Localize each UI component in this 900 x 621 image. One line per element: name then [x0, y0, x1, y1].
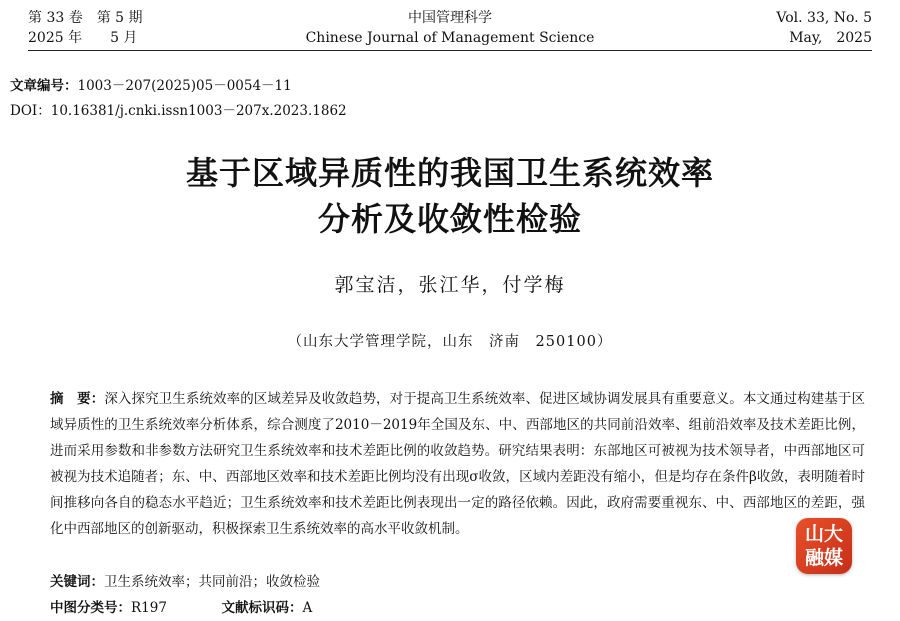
- paper-title-line2: 分析及收敛性检验: [317, 200, 582, 238]
- abstract-label: 摘 要：: [50, 391, 105, 407]
- affiliation: （山东大学管理学院，山东 济南 250100）: [287, 334, 613, 350]
- article-number-label: 文章编号：: [10, 78, 78, 94]
- abstract: [50, 386, 865, 542]
- shandong-media-logo-icon: 山大 融媒: [796, 518, 852, 574]
- paper-title-line1: 基于区域异质性的我国卫生系统效率: [185, 154, 714, 192]
- article-number: [10, 74, 292, 94]
- classification: [50, 596, 312, 616]
- authors: 郭宝洁，张江华，付学梅: [334, 274, 566, 296]
- doc-code-label: 文献标识码：: [221, 600, 303, 616]
- volume-issue-cn: 第 33 卷 第 5 期: [28, 10, 143, 26]
- date-cn: 2025 年 5 月: [28, 30, 138, 46]
- volume-issue-en: Vol. 33, No. 5: [776, 10, 872, 26]
- doi: [10, 99, 347, 119]
- clc-value: R197: [131, 600, 167, 616]
- doc-code-value: A: [302, 600, 313, 616]
- keywords-label: 关键词：: [50, 574, 104, 590]
- article-number-value: 1003－207(2025)05－0054－11: [77, 78, 292, 94]
- keywords-text: 卫生系统效率；共同前沿；收敛检验: [104, 574, 320, 590]
- journal-name: [28, 8, 872, 48]
- volume-issue-en-block: [776, 8, 872, 48]
- journal-name-cn: 中国管理科学: [408, 10, 492, 26]
- doi-value: 10.16381/j.cnki.issn1003－207x.2023.1862: [50, 103, 347, 119]
- doi-label: DOI：: [10, 103, 51, 119]
- journal-header: [28, 8, 872, 50]
- abstract-text: 深入探究卫生系统效率的区域差异及收敛趋势，对于提高卫生系统效率、促进区域协调发展具有重要意义。本文通过构建基于区域异质性的卫生系统效率分析体系，综合测度了2010－2019年全国及东、中、西部地区的共同前沿效率、组前沿效率及技术差距比例，进而采用参数和非参数方法研究卫生系统效率和技术差距比例的收敛趋势。研究结果表明：东部地区可被视为技术领导者，中西部地区可被视为技术追随者；东、中、西部地区效率和技术差距比例均没有出现σ收敛，区域内差距没有缩小，但是均存在条件β收敛，表明随着时间推移向各自的稳态水平趋近；卫生系统效率和技术差距比例表现出一定的路径依赖。因此，政府需要重视东、中、西部地区的差距，强化中西部地区的创新驱动，积极探索卫生系统效率的高水平收敛机制。: [50, 391, 866, 537]
- date-en: May, 2025: [789, 30, 872, 46]
- keywords: [50, 570, 320, 590]
- clc-label: 中图分类号：: [50, 600, 131, 616]
- header-rule: [28, 50, 872, 51]
- journal-name-en: Chinese Journal of Management Science: [305, 30, 595, 46]
